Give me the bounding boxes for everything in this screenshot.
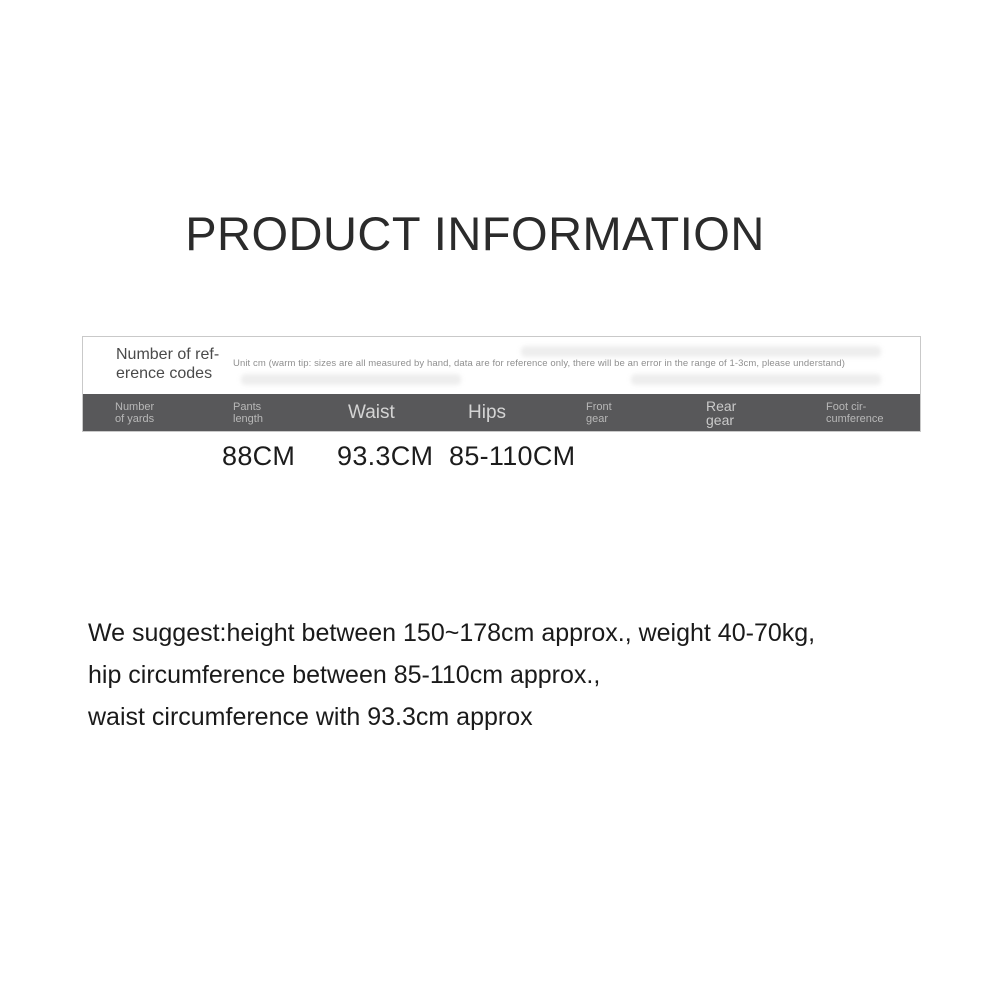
blur-artifact <box>631 374 881 385</box>
reference-codes-line2: erence codes <box>116 365 213 382</box>
column-header-rear-gear <box>706 394 736 431</box>
value-pants-length: 88CM <box>222 441 296 471</box>
size-table <box>82 336 921 432</box>
column-header-waist <box>348 394 395 431</box>
column-header-line: cumference <box>826 412 884 425</box>
column-header-line: of yards <box>115 412 155 425</box>
column-header-bar <box>83 394 920 431</box>
column-header-number-of-yards <box>115 394 154 431</box>
reference-codes-line1: Number of ref- <box>116 346 220 363</box>
column-header-line: Front <box>586 400 612 413</box>
column-header-line: gear <box>586 412 609 425</box>
suggestion-paragraph <box>88 612 815 738</box>
value-waist: 93.3CM <box>337 441 434 471</box>
column-header-line: Foot cir- <box>826 400 867 413</box>
column-header-line: Hips <box>468 402 507 423</box>
column-header-line: gear <box>706 411 735 428</box>
suggestion-line2: hip circumference between 85-110cm approx., <box>88 661 601 689</box>
blur-artifact <box>521 346 881 357</box>
suggestion-line3: waist circumference with 93.3cm approx <box>88 703 533 731</box>
column-header-pants-length <box>233 394 263 431</box>
column-header-line: Rear <box>706 397 737 414</box>
column-header-line: Pants <box>233 400 262 413</box>
reference-codes-label <box>116 345 219 383</box>
column-header-line: Waist <box>348 402 395 423</box>
column-header-foot-circumference <box>826 394 883 431</box>
column-header-line: length <box>233 412 263 425</box>
column-header-front-gear <box>586 394 612 431</box>
page-title: PRODUCT INFORMATION <box>185 207 765 260</box>
size-table-header <box>83 337 920 394</box>
suggestion-line1: We suggest:height between 150~178cm approx., weight 40-70kg, <box>88 619 816 647</box>
value-hips: 85-110CM <box>449 441 576 471</box>
unit-note: Unit cm (warm tip: sizes are all measured by hand, data are for reference only, there will be an error in the range of 1-3cm, please understand) <box>233 358 845 369</box>
column-header-hips <box>468 394 506 431</box>
column-header-line: Number <box>115 400 155 413</box>
blur-artifact <box>241 374 461 385</box>
